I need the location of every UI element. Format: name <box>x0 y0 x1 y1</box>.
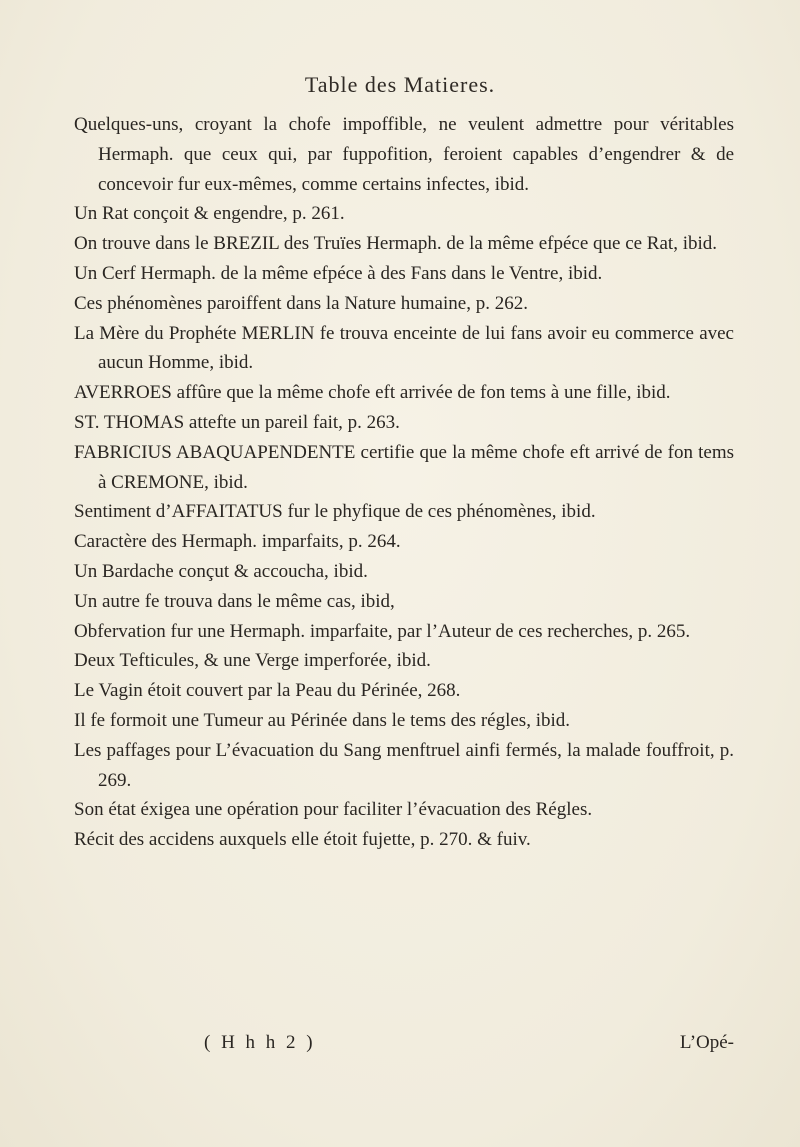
index-entry: AVERROES affûre que la même chofe eft arrivée de fon tems à une fille, ibid. <box>74 382 671 404</box>
index-entry: La Mère du Prophéte MERLIN fe trouva enceinte de lui fans avoir eu commerce avec aucun Homme, ibid. <box>74 322 734 374</box>
index-entry: On trouve dans le BREZIL des Truïes Hermaph. de la même efpéce que ce Rat, ibid. <box>74 233 718 255</box>
index-entry: Les paffages pour L’évacuation du Sang menftruel ainfi fermés, la malade fouffroit, p. 269. <box>74 739 734 791</box>
index-entry: Obfervation fur une Hermaph. imparfaite, par l’Auteur de ces recherches, p. 265. <box>74 620 691 642</box>
index-entry: Un Cerf Hermaph. de la même efpéce à des Fans dans le Ventre, ibid. <box>74 262 603 284</box>
index-entry: Un autre fe trouva dans le même cas, ibid, <box>74 590 395 612</box>
index-entry: Sentiment d’AFFAITATUS fur le phyfique de ces phénomènes, ibid. <box>74 501 596 523</box>
index-entries <box>74 110 734 855</box>
index-entry: Caractère des Hermaph. imparfaits, p. 264. <box>74 531 401 553</box>
index-entry: Récit des accidens auxquels elle étoit fujette, p. 270. & fuiv. <box>74 829 531 851</box>
index-entry: Il fe formoit une Tumeur au Périnée dans le tems des régles, ibid. <box>74 709 571 731</box>
index-entry: Un Rat conçoit & engendre, p. 261. <box>74 203 345 225</box>
index-entry: ST. THOMAS attefte un pareil fait, p. 263. <box>74 411 400 433</box>
index-entry: Deux Tefticules, & une Verge imperforée, ibid. <box>74 650 431 672</box>
index-entry: Ces phénomènes paroiffent dans la Nature humaine, p. 262. <box>74 292 528 314</box>
index-entry: Son état éxigea une opération pour faciliter l’évacuation des Régles. <box>74 799 593 821</box>
catchword: L’Opé- <box>679 1032 734 1053</box>
running-header: Table des Matieres. <box>304 72 496 97</box>
index-entry: Quelques-uns, croyant la chofe impoffible, ne veulent admettre pour véritables Hermaph. que ceux qui, par fuppofition, feroient capables d’engendrer & de concevoir fur eux-mêmes, comme certains infectes, ibid. <box>74 114 734 195</box>
index-entry: Un Bardache conçut & accoucha, ibid. <box>74 560 368 582</box>
signature-mark: ( H h h 2 ) <box>204 1032 316 1053</box>
index-entry: Le Vagin étoit couvert par la Peau du Périnée, 268. <box>74 680 461 702</box>
index-entry: FABRICIUS ABAQUAPENDENTE certifie que la même chofe eft arrivé de fon tems à CREMONE, ibid. <box>74 441 734 493</box>
